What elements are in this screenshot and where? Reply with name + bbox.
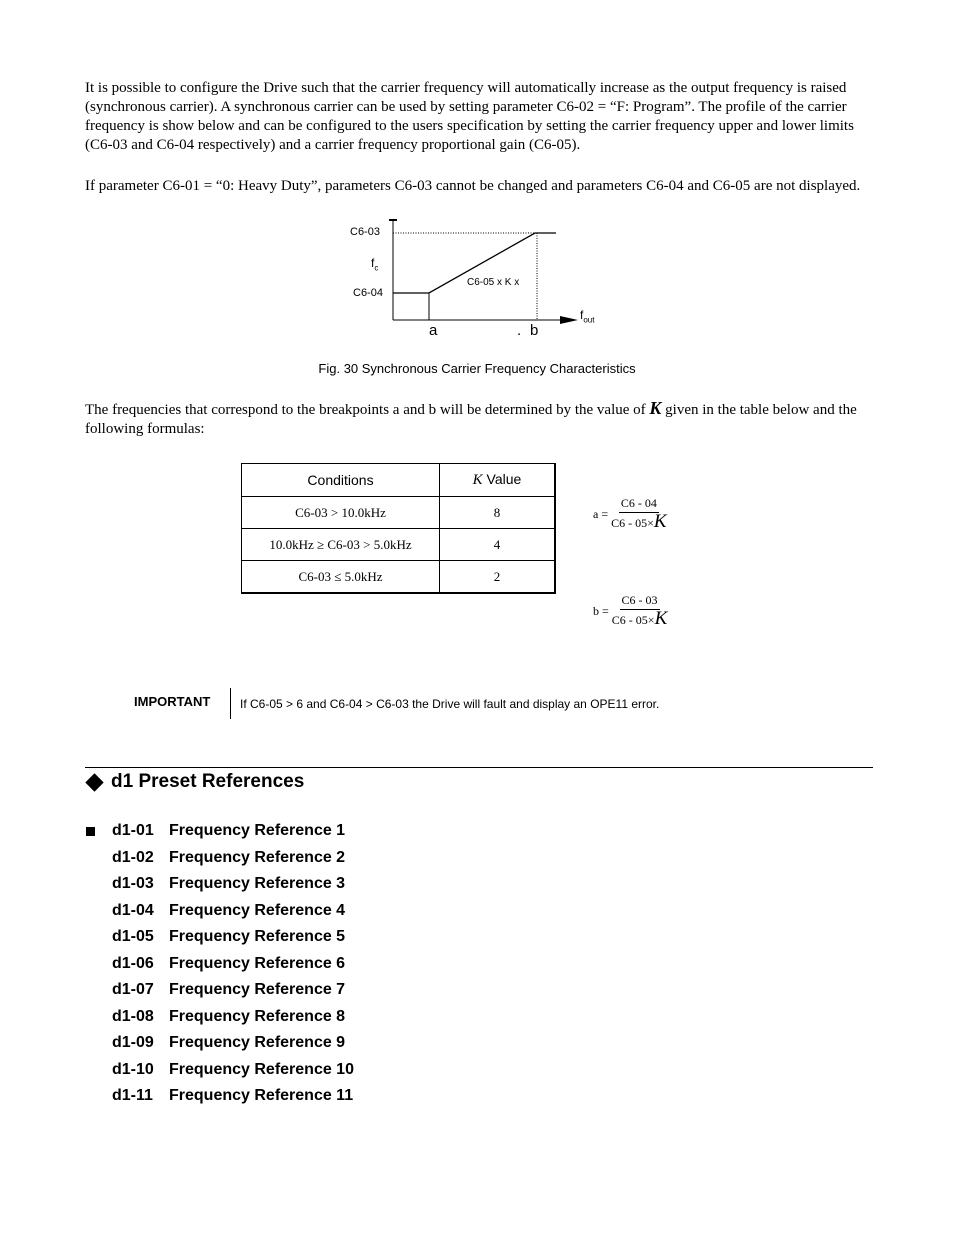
fc-label-main: f: [371, 256, 375, 270]
formula-a-fraction: [611, 496, 666, 532]
parameter-name: Frequency Reference 4: [169, 901, 346, 919]
breakpoints-text-1: The frequencies that correspond to the breakpoints a and b will be determined by the value of: [85, 402, 650, 418]
parameter-name: Frequency Reference 10: [169, 1060, 354, 1078]
fc-label-sub: c: [374, 263, 379, 273]
formula-b-numerator: C6 - 03: [620, 593, 660, 610]
parameter-code: d1-04: [112, 901, 154, 919]
formula-a-lhs: a =: [593, 506, 609, 521]
formula-b-denominator: [612, 610, 667, 629]
formula-a-k: K: [653, 511, 667, 532]
x-axis-arrow-icon: [560, 316, 578, 324]
parameter-name: Frequency Reference 11: [169, 1087, 354, 1104]
breakpoints-k: K: [649, 398, 662, 418]
section-heading: [85, 771, 304, 793]
parameter-code: d1-05: [112, 928, 154, 945]
section-divider: [85, 767, 873, 768]
parameter-code: d1-06: [112, 954, 154, 972]
square-bullet-icon: [86, 827, 95, 836]
parameter-code: d1-01: [112, 822, 154, 839]
k-table-header-row: [242, 464, 556, 497]
parameter-name: Frequency Reference 1: [169, 822, 346, 839]
parameter-code: d1-02: [112, 848, 154, 866]
k-header-symbol: K: [472, 472, 483, 488]
fout-label: [580, 308, 594, 324]
formula-a-denominator: [611, 513, 666, 532]
k-header-value-text: Value: [482, 471, 522, 487]
parameter-name: Frequency Reference 6: [169, 954, 346, 972]
table-row: [242, 497, 556, 529]
parameter-code: d1-03: [112, 875, 154, 892]
breakpoints-text-2: given in the table below and the following formulas:: [85, 402, 857, 437]
k-value-header: [440, 464, 556, 497]
parameter-name: Frequency Reference 5: [169, 928, 346, 945]
lower-limit-label: C6-04: [353, 287, 383, 299]
fc-label: [371, 256, 378, 272]
k-value-cell: 2: [440, 561, 556, 594]
fout-label-main: f: [580, 308, 584, 322]
important-divider: [230, 688, 231, 719]
table-row: [242, 529, 556, 561]
parameter-name: Frequency Reference 7: [169, 981, 346, 998]
parameter-name: Frequency Reference 9: [169, 1034, 346, 1051]
condition-cell: 10.0kHz ≥ C6-03 > 5.0kHz: [242, 529, 440, 561]
important-label: IMPORTANT: [134, 694, 211, 709]
table-row: [242, 561, 556, 594]
k-value-cell: 4: [440, 529, 556, 561]
slope-label: C6-05 x K x: [467, 277, 520, 288]
formula-a: [593, 496, 667, 532]
condition-cell: C6-03 > 10.0kHz: [242, 497, 440, 529]
formula-b-k: K: [654, 608, 668, 629]
parameter-name: Frequency Reference 2: [169, 848, 346, 866]
parameter-name: Frequency Reference 3: [169, 875, 346, 892]
formula-a-numerator: C6 - 04: [619, 496, 659, 513]
k-value-cell: 8: [440, 497, 556, 529]
formula-a-denominator-text: C6 - 05×: [611, 516, 654, 530]
condition-cell: C6-03 ≤ 5.0kHz: [242, 561, 440, 594]
breakpoints-paragraph: [85, 399, 875, 439]
fout-label-sub: out: [583, 315, 595, 325]
upper-limit-label: C6-03: [350, 226, 380, 238]
point-dot-label: .: [517, 322, 522, 339]
point-a-label: a: [429, 322, 438, 339]
formula-b-fraction: [612, 593, 667, 629]
carrier-frequency-figure: [340, 212, 620, 342]
important-text: If C6-05 > 6 and C6-04 > C6-03 the Drive will fault and display an OPE11 error.: [240, 697, 660, 711]
point-b-label: b: [530, 322, 539, 339]
formula-b-lhs: b =: [593, 603, 609, 618]
heavy-duty-paragraph: If parameter C6-01 = “0: Heavy Duty”, parameters C6-03 cannot be changed and parameters C6-04 and C6-05 are not displayed.: [85, 178, 861, 194]
parameter-code: d1-09: [112, 1034, 154, 1051]
intro-paragraph: It is possible to configure the Drive such that the carrier frequency will automatically increase as the output frequency is raised (synchronous carrier). A synchronous carrier can be used by setting parameter C6-02 = “F: Program”. The profile of the carrier frequency is show below and can be configured to the users specification by setting the carrier frequency upper and lower limits (C6-03 and C6-04 respectively) and a carrier frequency proportional gain (C6-05).: [85, 80, 854, 153]
figure-caption: Fig. 30 Synchronous Carrier Frequency Characteristics: [318, 361, 636, 376]
section-title: d1 Preset References: [111, 771, 305, 792]
parameter-code: d1-11: [112, 1087, 153, 1104]
conditions-header: Conditions: [242, 464, 440, 497]
parameter-code: d1-07: [112, 981, 154, 998]
parameter-code: d1-10: [112, 1060, 154, 1078]
diamond-bullet-icon: [85, 773, 103, 791]
k-value-table: [241, 463, 556, 594]
parameter-name: Frequency Reference 8: [169, 1007, 346, 1025]
formula-b: [593, 593, 667, 629]
formula-b-denominator-text: C6 - 05×: [611, 613, 655, 627]
parameter-code: d1-08: [112, 1007, 154, 1025]
